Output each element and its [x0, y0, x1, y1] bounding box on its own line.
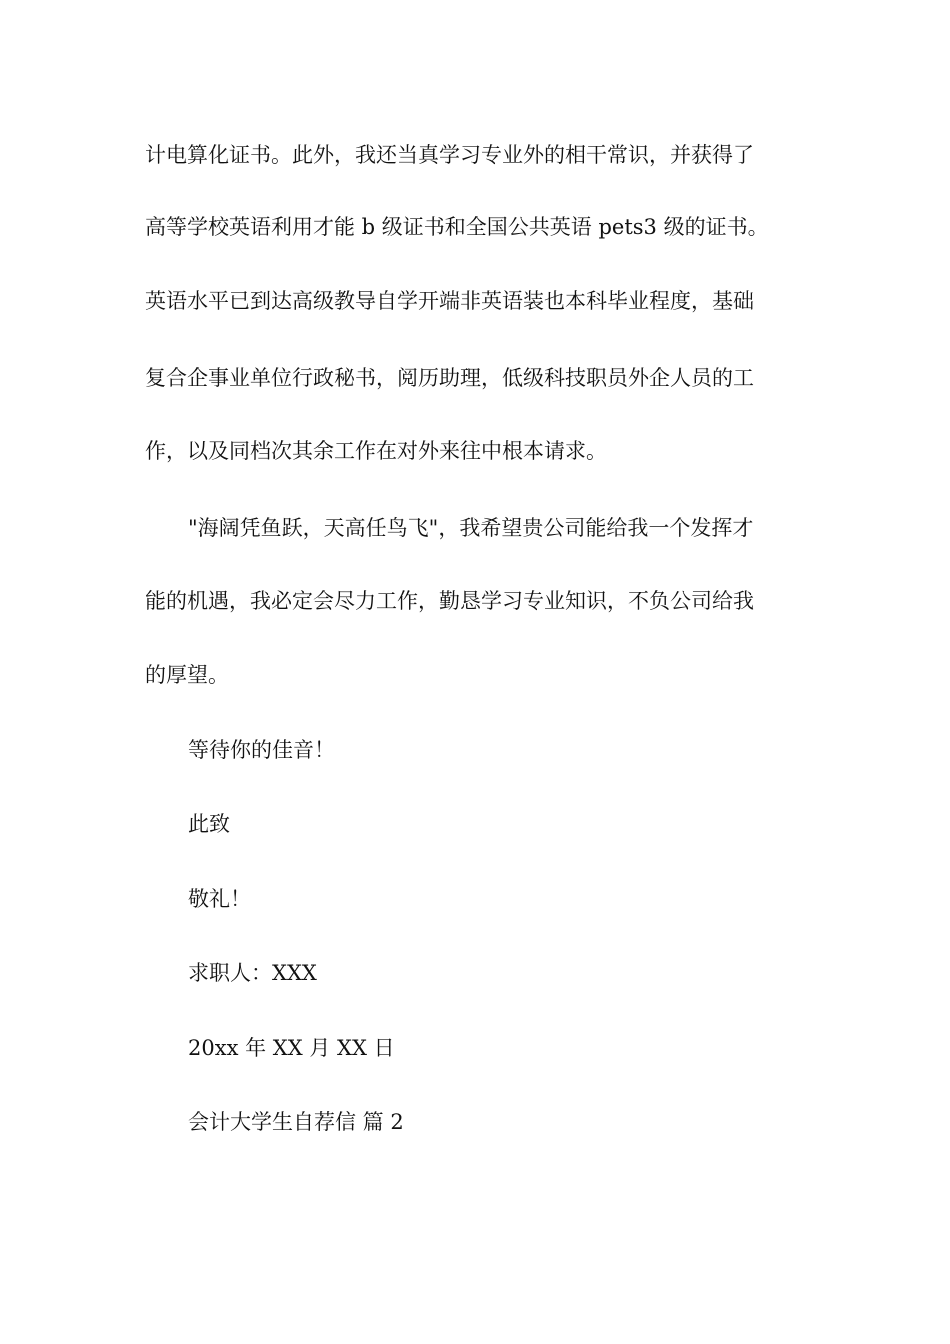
paragraph-2-line-3: 的厚望。	[145, 663, 229, 687]
paragraph-1-line-3: 英语水平已到达高级教导自学开端非英语装也本科毕业程度，基础	[145, 289, 754, 313]
closing-salutation-1: 此致	[188, 812, 230, 836]
paragraph-1-line-4: 复合企事业单位行政秘书，阅历助理，低级科技职员外企人员的工	[145, 366, 754, 390]
paragraph-2-line-1: "海阔凭鱼跃，天高任鸟飞"，我希望贵公司能给我一个发挥才	[188, 516, 754, 540]
next-section-heading: 会计大学生自荐信 篇 2	[188, 1110, 404, 1134]
paragraph-2-line-2: 能的机遇，我必定会尽力工作，勤恳学习专业知识，不负公司给我	[145, 589, 754, 613]
closing-salutation-2: 敬礼！	[188, 887, 251, 911]
closing-date: 20xx 年 XX 月 XX 日	[188, 1036, 395, 1060]
closing-await: 等待你的佳音！	[188, 738, 335, 762]
paragraph-1-line-2: 高等学校英语利用才能 b 级证书和全国公共英语 pets3 级的证书。	[145, 215, 769, 239]
paragraph-1-line-5: 作，以及同档次其余工作在对外来往中根本请求。	[145, 439, 607, 463]
paragraph-1-line-1: 计电算化证书。此外，我还当真学习专业外的相干常识，并获得了	[145, 143, 754, 167]
closing-applicant: 求职人：XXX	[188, 961, 317, 985]
